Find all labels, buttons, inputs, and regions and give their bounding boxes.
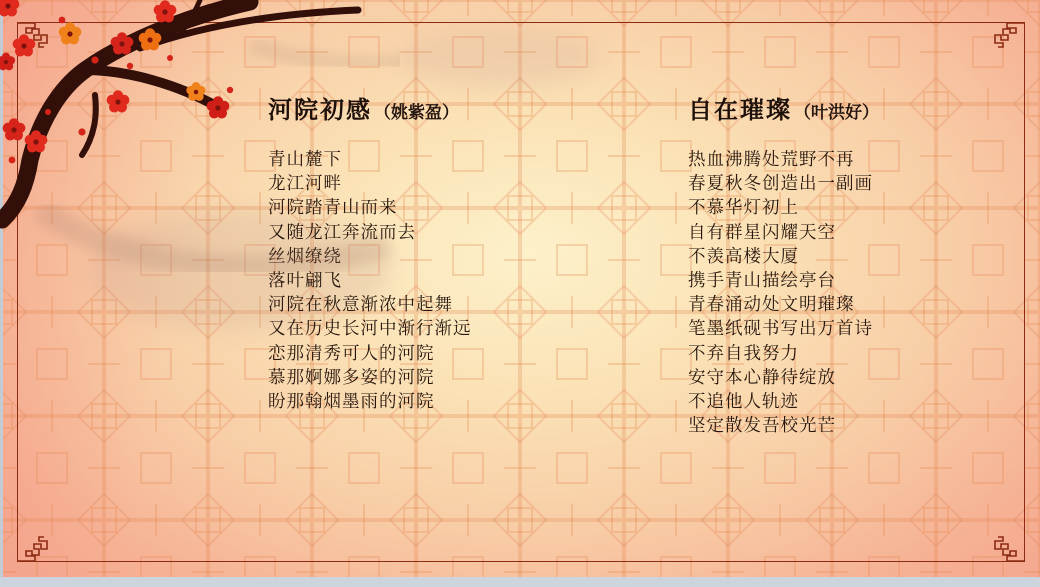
fret-corner-icon: [17, 536, 51, 562]
plum-blossom-branch-image: [0, 0, 400, 320]
poem-line: 不羡高楼大厦: [688, 246, 799, 267]
poem-line: 落叶翩飞: [268, 271, 342, 292]
poem-line: 龙江河畔: [268, 174, 342, 195]
poem-line: 不慕华灯初上: [688, 198, 799, 219]
poem-line: 自有群星闪耀天空: [688, 222, 836, 243]
poem-line: 坚定散发吾校光芒: [688, 416, 836, 437]
poem-line: 安守本心静待绽放: [688, 367, 836, 388]
poem-line: 不追他人轨迹: [688, 392, 799, 413]
poem-header: [688, 90, 1028, 124]
poem-line: 青山麓下: [268, 150, 342, 170]
poem-line: 河院在秋意渐浓中起舞: [268, 295, 453, 316]
poem-line: 又在历史长河中渐行渐远: [268, 319, 472, 340]
poem-line: 携手青山描绘亭台: [688, 271, 836, 292]
poem-line: 热血沸腾处荒野不再: [688, 150, 855, 170]
poem-line: 恋那清秀可人的河院: [268, 343, 435, 364]
fret-corner-icon: [991, 536, 1025, 562]
poem-title: 河院初感: [268, 95, 372, 124]
poem-line: 又随龙江奔流而去: [268, 222, 416, 243]
fret-corner-icon: [991, 22, 1025, 48]
poem-line: 慕那婀娜多姿的河院: [268, 367, 435, 388]
poem-line: 丝烟缭绕: [268, 246, 342, 267]
poem-line: 河院踏青山而来: [268, 198, 398, 219]
poem-author: （姚紫盈）: [374, 103, 459, 123]
poem-line: 笔墨纸砚书写出万首诗: [688, 319, 873, 340]
poem-line: 盼那翰烟墨雨的河院: [268, 392, 435, 413]
poem-body: [688, 148, 1028, 438]
poem-line: 不弃自我努力: [688, 343, 799, 364]
app-canvas-bottom-edge: [0, 577, 1040, 587]
poem-column-right: [688, 90, 1028, 438]
poem-line: 春夏秋冬创造出一副画: [688, 174, 873, 195]
poem-author: （叶洪好）: [794, 103, 879, 123]
poem-line: 青春涌动处文明璀璨: [688, 295, 855, 316]
poem-title: 自在璀璨: [688, 95, 792, 124]
